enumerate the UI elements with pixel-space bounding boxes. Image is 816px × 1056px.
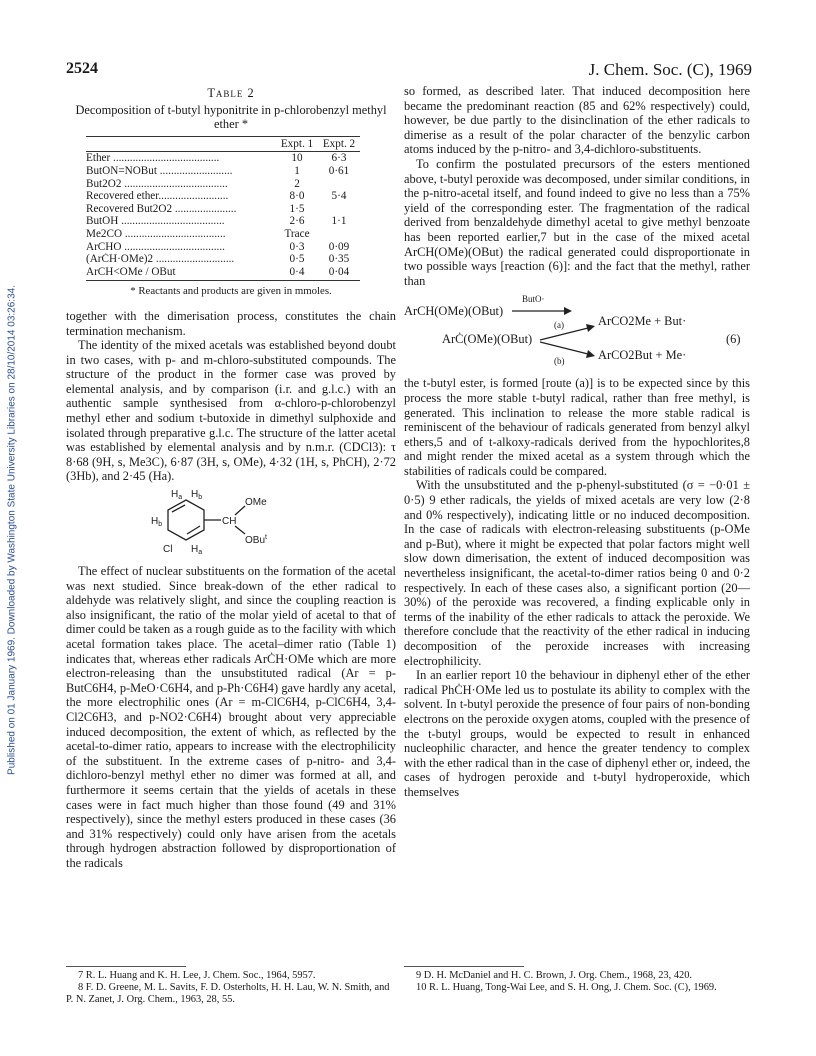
table-row [86, 253, 360, 266]
row-label: ArCHO .................................... [86, 240, 225, 253]
right-paragraph-3: the t-butyl ester, is formed [route (a)] is to be expected since by this process the more stable t-butyl radical, rather than free methyl, is generated. This inclination to release the more stable radical is reminiscent of the behaviour of radicals generated from benzyl alkyl ethers,5 and of t-alkoxy-radicals derived from the hypochlorites,8 and might render the mixed acetal as a system through which the stabilities of radicals could be compared. [404, 376, 750, 478]
row-label: Recovered But2O2 ...................... [86, 202, 237, 215]
row-label: Ether ...................................... [86, 152, 220, 165]
table-row [86, 241, 360, 254]
right-paragraph-4: With the unsubstituted and the p-phenyl-substituted (σ = −0·01 ± 0·5) 9 ether radicals, the yields of mixed acetals are very low (2·8 and 0% respectively), indicating little or no induced decomposition. In the case of radicals with electron-releasing substituents (p-OMe and p-But), where it might be expected that polar factors might well slow down dimerisation, the extent of induced decomposition was nevertheless insignificant, the acetal-to-dimer ratios being 0 and 0·2 respectively. In each of these cases also, a significant portion (20—30%) of the peroxide was recovered, a finding explicable only in terms of the inability of the ether radicals to attack the peroxide. We therefore conclude that the reactivity of the ether radical in inducing decomposition of the peroxide increases with increasing electrophilicity. [404, 478, 750, 668]
footnote-7: 7 R. L. Huang and K. H. Lee, J. Chem. Soc., 1964, 5957. [78, 970, 316, 981]
scheme-reactant: ArCH(OMe)(OBut) [404, 304, 504, 319]
row-expt1: 0·4 [276, 266, 318, 281]
footnote-9: 9 D. H. McDaniel and H. C. Brown, J. Org. Chem., 1968, 23, 420. [416, 970, 693, 981]
struct-label-ch: CH [222, 516, 237, 528]
row-label: But2O2 ..................................... [86, 177, 228, 190]
journal-header: J. Chem. Soc. (C), 1969 [588, 60, 752, 79]
row-expt1: 8·0 [289, 190, 305, 203]
scheme-product-a: ArCO2Me + But· [598, 314, 687, 329]
row-label: ArCH<OMe / OBut [86, 266, 276, 281]
row-expt2: 0·04 [318, 266, 360, 281]
table-row [86, 266, 360, 281]
scheme-branch-arrows [538, 322, 596, 362]
struct-label-hb2: $H_b$ [151, 516, 163, 529]
struct-label-ha2: $H_a$ [191, 544, 203, 557]
ome-bond [235, 506, 245, 515]
left-column [66, 84, 396, 871]
row-expt1: 2 [294, 177, 300, 190]
scheme-reagent: ButO· [522, 294, 545, 305]
table-caption: Decomposition of t-butyl hyponitrite in p-chlorobenzyl methyl ether * [75, 102, 387, 132]
obu-bond [235, 526, 245, 534]
table-row [86, 165, 360, 178]
row-expt1: 0·3 [289, 240, 305, 253]
row-label: (ArĊH·OMe)2 ............................ [86, 253, 235, 266]
download-notice: Published on 01 January 1969. Downloaded by Washington State University Libraries on 28/10/2014 03:26:34. [6, 285, 18, 775]
scheme-intermediate: ArĊ(OMe)(OBut) [442, 332, 533, 347]
left-paragraph-2: The identity of the mixed acetals was established beyond doubt in two cases, with p- and m-chloro-substituted compounds. The structure of the product in the former case was proved by elemental analysis, and by comparison (i.r. and g.l.c.) with an authentic sample synthesised from α-chloro-p-chlorobenzyl methyl ether and sodium t-butoxide in dimethyl sulphoxide and isolated through preparative g.l.c. The structure of the latter acetal was established by elemental analysis and by n.m.r. (CDCl3): τ 8·68 (9H, s, Me3C), 6·87 (3H, s, OMe), 4·32 (1H, s, PhCH), 2·72 (3Hb), and 2·45 (Ha). [66, 338, 396, 484]
footnotes-right [404, 970, 750, 994]
row-label: ButON=NOBut .......................... [86, 164, 233, 177]
scheme-product-b: ArCO2But + Me· [598, 348, 687, 363]
right-column [404, 84, 750, 800]
scheme-route-a: (a) [554, 320, 564, 331]
footnote-rule-right [404, 966, 524, 967]
right-paragraph-1: so formed, as described later. That induced decomposition here became the predominant reaction (85 and 62% respectively) could, however, be due partly to the disinclination of the ether radicals to dimerise as a result of the polar character of the benzylic carbon atoms induced by the p-nitro- and 3,4-dichloro-substituents. [404, 84, 750, 157]
results-table [86, 136, 360, 282]
scheme-arrow-initial [512, 306, 572, 316]
table-header-expt2: Expt. 2 [318, 136, 360, 152]
row-expt2 [318, 203, 360, 216]
download-sidebar [4, 180, 20, 880]
table-row [86, 203, 360, 216]
struct-label-ha: $H_a$ [171, 489, 183, 502]
table-title: Table 2 [207, 86, 255, 100]
acetal-structure-diagram [131, 488, 331, 558]
row-expt1: 1·5 [289, 202, 305, 215]
row-expt1: 10 [291, 152, 303, 165]
table-row [86, 190, 360, 203]
footnotes-left [66, 970, 396, 1006]
row-label: Recovered ether......................... [86, 190, 229, 203]
row-expt2 [318, 178, 360, 191]
row-expt2: 0·35 [328, 253, 350, 266]
table-row [86, 228, 360, 241]
table-header-expt1: Expt. 1 [276, 136, 318, 152]
footnote-10: 10 R. L. Huang, Tong-Wai Lee, and S. H. Ong, J. Chem. Soc. (C), 1969. [416, 982, 717, 993]
struct-label-cl: Cl [163, 544, 173, 556]
table-header-row [86, 136, 360, 152]
footnote-8: 8 F. D. Greene, M. L. Savits, F. D. Osterholts, H. H. Lau, W. N. Smith, and P. N. Zanet, J. Org. Chem., 1963, 28, 55. [66, 982, 390, 1005]
row-expt2: 1·1 [331, 215, 347, 228]
table-row [86, 215, 360, 228]
row-expt2: 0·61 [328, 164, 350, 177]
row-expt1: Trace [284, 227, 310, 240]
row-expt1: 0·5 [289, 253, 305, 266]
row-expt2: 6·3 [331, 152, 347, 165]
right-paragraph-2: To confirm the postulated precursors of the esters mentioned above, t-butyl peroxide was decomposed, under similar conditions, in the p-nitro-acetal itself, and found indeed to give no less than a 75% yield of the corresponding ester. The fragmentation of the radical derived from benzaldehyde dimethyl acetal to give methyl benzoate has been reported earlier,7 but in the case of the mixed acetal ArCH(OMe)(OBut) the radical generated could disproportionate in two possible ways [reaction (6)]: and the fact that the methyl, rather than [404, 156, 750, 288]
table-row [86, 178, 360, 191]
row-expt1: 1 [294, 164, 300, 177]
struct-label-obu: OBu$^t$ [245, 534, 267, 547]
struct-label-ome: OMe [245, 497, 267, 509]
row-expt2: 5·4 [331, 190, 347, 203]
row-label: ButOH ..................................... [86, 215, 225, 228]
row-expt2: 0·09 [328, 240, 350, 253]
right-paragraph-5: In an earlier report 10 the behaviour in diphenyl ether of the ether radical PhĊH·OMe led us to postulate its ability to complex with the solvent. In t-butyl peroxide the presence of four pairs of non-bonding electrons on the peroxide oxygen atoms, coupled with the presence of the t-butyl groups, would be expected to result in enhanced nucleophilic character, and hence the greater tendency to complex with the ether radical than in the case of diphenyl ether or, indeed, the cases of hydrogen peroxide and t-butyl hydroperoxide, which themselves [404, 668, 750, 799]
table-row [86, 152, 360, 165]
page-number: 2524 [66, 60, 98, 77]
struct-label-hb: $H_b$ [191, 489, 203, 502]
reaction-scheme-6 [404, 292, 750, 368]
left-paragraph-1: together with the dimerisation process, constitutes the chain termination mechanism. [66, 308, 396, 338]
row-expt2 [318, 228, 360, 241]
row-expt1: 2·6 [289, 215, 305, 228]
benzene-ring [168, 500, 204, 540]
scheme-route-b: (b) [554, 356, 565, 367]
row-label: Me2CO .................................... [86, 227, 226, 240]
table-note: * Reactants and products are given in mmoles. [130, 285, 332, 298]
table-header-blank [86, 136, 276, 152]
footnote-rule-left [66, 966, 186, 967]
scheme-equation-number: (6) [726, 332, 741, 347]
left-paragraph-3: The effect of nuclear substituents on the formation of the acetal was next studied. Since break-down of the ether radical to aldehyde was relatively slight, and since the coupling reaction is also insignificant, the ratio of the molar yield of acetal to that of dimer could be taken as a rough guide as to the facility with which acetal formation takes place. The acetal–dimer ratio (Table 1) indicates that, whereas ether radicals ArĊH·OMe which are more electron-releasing than the unsubstituted radical (Ar = p-ButC6H4, p-MeO·C6H4, and p-Ph·C6H4) gave hardly any acetal, the more electrophilic ones (Ar = m-ClC6H4, p-ClC6H4, 3,4-Cl2C6H3, and p-NO2·C6H4) brought about very appreciable induced decomposition, the extent of which, as reflected by the acetal-to-dimer ratio, appears to increase with the electrophilicity of the substituent. In the extreme cases of p-nitro- and 3,4-dichloro-benzyl methyl ether no dimer was formed at all, and furthermore it seems certain that the yields of acetals in these cases were in fact much higher than those found (49 and 31% respectively), since the methyl esters produced in these cases (36 and 31% respectively) could only have arisen from the acetals through hydrogen abstraction followed by disproportionation of the radicals [66, 564, 396, 870]
